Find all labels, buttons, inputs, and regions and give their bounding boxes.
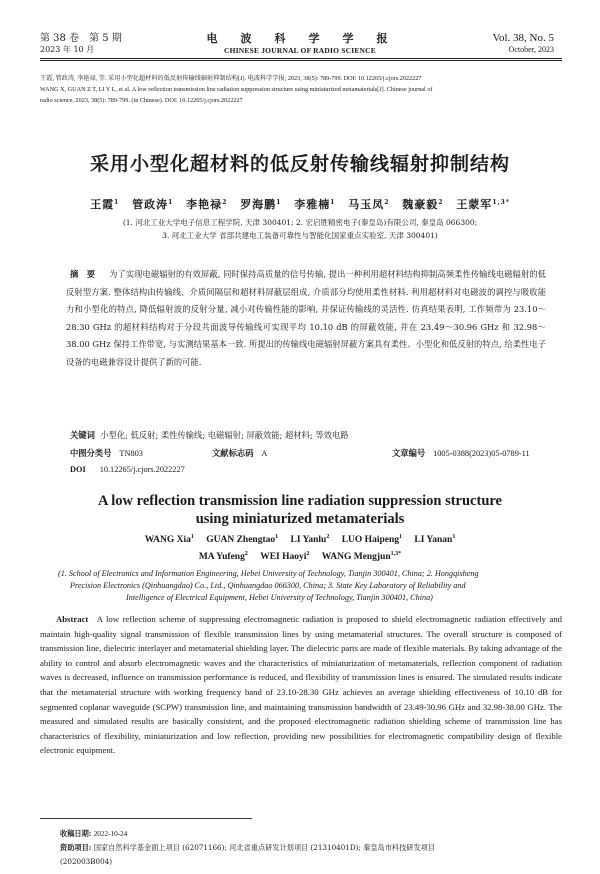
citation-en-line1: WANG X, GUAN Z T, LI Y L, et al. A low reflection transmission line radiation suppression structure using miniaturized metamaterials[J]. Chinese journal of (40, 86, 433, 93)
abstract-cn (66, 266, 546, 371)
paper-title-cn: 采用小型化超材料的低反射传输线辐射抑制结构 (89, 153, 510, 175)
keywords-text: 小型化; 低反射; 柔性传输线; 电磁辐射; 屏蔽效能; 超材料; 等效电路 (100, 430, 349, 440)
citation-cn: 王霞, 管政涛, 李艳禄, 等. 采用小型化超材料的低反射传输线辐射抑制结构[J]. 电波科学学报, 2023, 38(5): 789-799. DOI: 10.12265/j.cjors.2022227 (40, 75, 422, 82)
article-number: 文章编号 1005-0388(2023)05-0789-11 (392, 448, 530, 458)
footnotes (60, 827, 560, 869)
abstract-en-label: Abstract (56, 614, 89, 624)
journal-name-en: CHINESE JOURNAL OF RADIO SCIENCE (224, 46, 376, 55)
document-code: 文献标志码 A (212, 448, 268, 458)
author-en: LI Yanan$^1$ (414, 534, 456, 545)
author-en: MA Yufeng$^2$ (198, 551, 248, 562)
header-rule-top (40, 58, 562, 59)
abstract-cn-text: 为了实现电磁辐射的有效屏蔽, 同时保持高质量的信号传输, 提出一种利用超材料结构抑制高频柔性传输线电磁辐射的低反射型方案. 整体结构由传输线、介质间隔层和超材料屏蔽层组成, 介质部分均使用柔性材料. 利用超材料对电磁波的调控与吸收能力和小型化的特点, 降低辐射波的反射分量, 减小对传输性能的影响, 并保证传输线的灵活性. 仿真结果表明, 工作频带为 23.10～28.30 GHz 的超材料结构对于分段共面波导传输线可实现平均 10.10 dB 的屏蔽效能, 并在 23.49～30.96 GHz 和 32.98～38.00 GHz 保持工作带宽, 与实测结果基本一致. 所提出的传输线电磁辐射屏蔽方案具有柔性、小型化和低反射的特点, 给柔性电子设备的电磁兼容设计提供了新的可能. (66, 269, 546, 367)
affiliation-en-line1: (1. School of Electronics and Information Engineering, Hebei University of Technology, Tianjin 300401, China; 2. Hongqisheng (58, 569, 479, 578)
abstract-en (40, 612, 562, 758)
volume-issue-cn: 第 38 卷 第 5 期 (40, 33, 122, 44)
author-en: LI Yanlu$^2$ (290, 534, 330, 545)
received-date: 收稿日期: 2022-10-24 (60, 829, 128, 838)
affiliation-cn (0, 216, 600, 242)
footnote-rule (40, 818, 252, 819)
author-en: WEI Haoyi$^2$ (260, 551, 310, 562)
running-header-right (492, 33, 554, 55)
abstract-cn-label: 摘 要 (70, 269, 96, 279)
citation-en-line2: radio science, 2023, 38(5): 789-799. (in Chinese). DOI: 10.12265/j.cjors.2022227 (40, 97, 243, 104)
volume-issue-en: Vol. 38, No. 5 (492, 32, 554, 44)
author-list-en (0, 532, 600, 566)
header-rule-bottom (40, 60, 562, 61)
author-cn: 王霞$^1$ (90, 198, 120, 211)
keywords-label: 关键词 (70, 430, 95, 440)
author-cn: 王蒙军$^{1,3*}$ (456, 198, 510, 211)
affiliation-en (58, 568, 558, 604)
clc-number: 中图分类号 TN803 (70, 448, 143, 458)
affiliation-en-line3: Intelligence of Electrical Equipment, Hebei University of Technology, Tianjin 300401, China) (126, 593, 433, 602)
author-cn: 马玉凤$^2$ (348, 198, 390, 211)
affiliation-en-line2: Precision Electronics (Qinhuangdao) Co., Ltd., Qinhuangdao 066300, China; 3. State Key Laboratory of Reliability and (70, 581, 466, 590)
date-cn: 2023 年 10 月 (40, 45, 95, 54)
author-cn: 魏豪毅$^2$ (402, 198, 444, 211)
date-en: October, 2023 (508, 45, 554, 54)
paper-title-en (0, 492, 600, 528)
author-en: WANG Mengjun$^{1,3*}$ (321, 551, 402, 562)
doi-value[interactable]: 10.12265/j.cjors.2022227 (99, 465, 185, 474)
author-en: LUO Haipeng$^1$ (341, 534, 402, 545)
author-en: GUAN Zhengtao$^1$ (206, 534, 279, 545)
funding: 资助项目: 国家自然科学基金面上项目 (62071166); 河北省重点研发计划项目 (21310401D); 秦皇岛市科技研发项目 (60, 843, 436, 852)
keywords-cn (70, 429, 550, 442)
journal-name-cn: 电 波 科 学 学 报 (206, 32, 394, 45)
author-cn: 李艳禄$^2$ (186, 198, 228, 211)
doi-label: DOI (70, 465, 86, 474)
affiliation-cn-line1: (1. 河北工业大学电子信息工程学院, 天津 300401; 2. 宏启胜精密电子(秦皇岛)有限公司, 秦皇岛 066300; (122, 218, 478, 227)
author-cn: 罗海鹏$^1$ (240, 198, 282, 211)
paper-title-en-line1: A low reflection transmission line radiation suppression structure (97, 493, 502, 509)
funding-continued: (202003B004) (60, 857, 113, 866)
author-list-cn (0, 196, 600, 212)
author-cn: 李雅楠$^1$ (294, 198, 336, 211)
author-cn: 管政涛$^1$ (132, 198, 174, 211)
affiliation-cn-line2: 3. 河北工业大学 省部共建电工装备可靠性与智能化国家重点实验室, 天津 300401) (162, 231, 438, 240)
abstract-en-text: A low reflection scheme of suppressing electromagnetic radiation is proposed to shield electromagnetic radiation effectively and maintain high-quality signal transmission of flexible transmission lines by using metamaterial structures. The overall structure is composed of transmission line, dielectric interlayer and metamaterial shielding layer. The dielectric parts are made of flexible materials. By taking advantage of the ability to control and absorb electromagnetic waves and the characteristics of miniaturization of metamaterials, reflection component of radiation waves is decreased, influence on transmission performance is reduced, and flexibility of transmission lines is ensured. The simulated results indicate that the metamaterial structure with working frequency band of 23.10-28.30 GHz achieves an average shielding effectiveness of 10.10 dB for segmented coplanar waveguide (SCPW) transmission line, and maintaining transmission bandwidth of 23.49-30.96 GHz and 32.98-38.00 GHz. The measured and simulated results are basically consistent, and the proposed electromagnetic radiation shielding scheme of transmission line has characteristics of flexibility, miniaturization and low reflection, providing new possibilities for electromagnetic compatibility design of flexible electronic equipment. (40, 614, 563, 756)
author-en: WANG Xia$^1$ (144, 534, 194, 545)
doi-line (70, 463, 185, 476)
citation-block (40, 73, 564, 106)
paper-title-en-line2: using miniaturized metamaterials (195, 511, 405, 527)
